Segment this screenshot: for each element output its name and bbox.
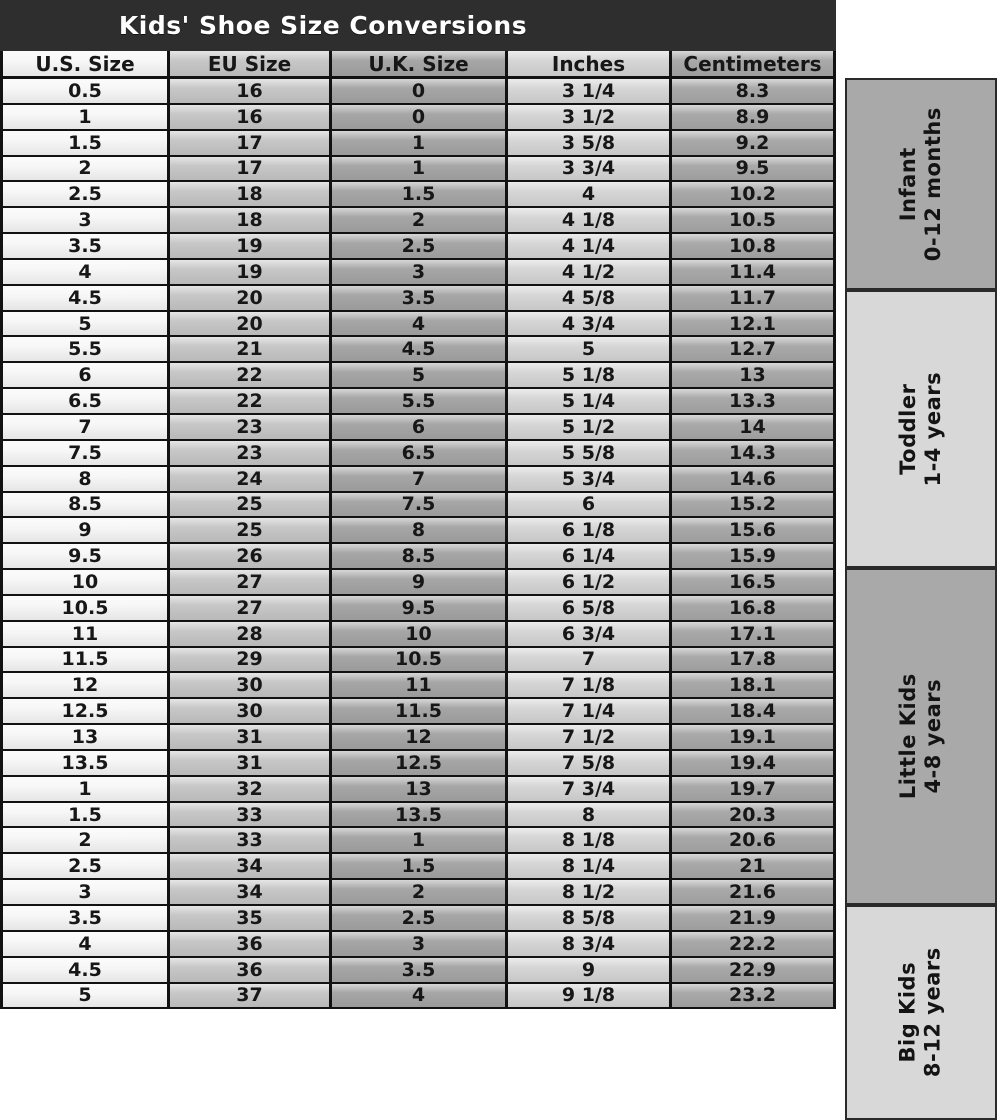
- table-row: [3, 518, 836, 544]
- table-cell: 6 5/8: [508, 596, 672, 620]
- table-cell: 20: [170, 312, 332, 336]
- table-cell: 2: [332, 208, 508, 232]
- table-row: [3, 234, 836, 260]
- table-cell: 3 1/2: [508, 105, 672, 129]
- table-cell: 21.6: [672, 880, 836, 904]
- table-cell: 4 1/8: [508, 208, 672, 232]
- table-cell: 4.5: [332, 337, 508, 361]
- table-row: [3, 751, 836, 777]
- table-cell: 11.4: [672, 260, 836, 284]
- table-cell: 7 1/2: [508, 725, 672, 749]
- table-cell: 14.6: [672, 467, 836, 491]
- table-row: [3, 673, 836, 699]
- table-row: [3, 312, 836, 338]
- table-cell: 1.5: [332, 854, 508, 878]
- table-cell: 4: [332, 984, 508, 1008]
- table-cell: 23: [170, 415, 332, 439]
- table-cell: 22: [170, 363, 332, 387]
- table-cell: 15.6: [672, 518, 836, 542]
- table-cell: 13: [332, 777, 508, 801]
- table-cell: 0: [332, 105, 508, 129]
- table-row: [3, 880, 836, 906]
- table-cell: 8: [508, 803, 672, 827]
- age-group-label: Little Kids 4-8 years: [895, 673, 945, 800]
- table-row: [3, 363, 836, 389]
- table-cell: 4 3/4: [508, 312, 672, 336]
- table-cell: 5 1/4: [508, 389, 672, 413]
- table-cell: 6: [3, 363, 170, 387]
- table-cell: 8.3: [672, 79, 836, 103]
- table-cell: 16: [170, 105, 332, 129]
- table-cell: 27: [170, 596, 332, 620]
- title-bar: [0, 0, 836, 51]
- table-cell: 12: [332, 725, 508, 749]
- age-group-label: Infant 0-12 months: [895, 106, 945, 262]
- table-cell: 1.5: [332, 182, 508, 206]
- table-cell: 10: [3, 570, 170, 594]
- table-cell: 9.5: [3, 544, 170, 568]
- table-cell: 6: [508, 493, 672, 517]
- table-row: [3, 389, 836, 415]
- table-cell: 11: [3, 622, 170, 646]
- table-cell: 29: [170, 648, 332, 672]
- table-cell: 7.5: [332, 493, 508, 517]
- table-cell: 1: [3, 777, 170, 801]
- table-cell: 30: [170, 673, 332, 697]
- table-cell: 9: [332, 570, 508, 594]
- page-title: Kids' Shoe Size Conversions: [118, 11, 528, 40]
- table-row: [3, 208, 836, 234]
- table-cell: 19.4: [672, 751, 836, 775]
- table-cell: 11: [332, 673, 508, 697]
- table-cell: 13.3: [672, 389, 836, 413]
- table-row: [3, 131, 836, 157]
- table-cell: 10.2: [672, 182, 836, 206]
- table-cell: 7: [508, 648, 672, 672]
- column-header-uk-size: U.K. Size: [332, 51, 508, 76]
- table-cell: 6 1/8: [508, 518, 672, 542]
- table-cell: 17: [170, 131, 332, 155]
- table-cell: 5: [3, 984, 170, 1008]
- table-cell: 17.1: [672, 622, 836, 646]
- table-cell: 16.8: [672, 596, 836, 620]
- table-cell: 7: [3, 415, 170, 439]
- table-cell: 9: [3, 518, 170, 542]
- table-cell: 5.5: [3, 337, 170, 361]
- table-cell: 7 1/8: [508, 673, 672, 697]
- table-cell: 9 1/8: [508, 984, 672, 1008]
- age-group-label: Big Kids 8-12 years: [895, 947, 945, 1078]
- table-cell: 10.5: [332, 648, 508, 672]
- table-row: [3, 182, 836, 208]
- table-cell: 9.5: [672, 157, 836, 181]
- table-cell: 27: [170, 570, 332, 594]
- table-cell: 3 3/4: [508, 157, 672, 181]
- table-cell: 19.1: [672, 725, 836, 749]
- table-cell: 36: [170, 958, 332, 982]
- table-row: [3, 79, 836, 105]
- table-cell: 17: [170, 157, 332, 181]
- table-cell: 36: [170, 932, 332, 956]
- table-cell: 8.9: [672, 105, 836, 129]
- table-row: [3, 157, 836, 183]
- table-cell: 16: [170, 79, 332, 103]
- table-cell: 2.5: [332, 234, 508, 258]
- table-cell: 4 1/2: [508, 260, 672, 284]
- table-cell: 5 1/8: [508, 363, 672, 387]
- table-cell: 4.5: [3, 958, 170, 982]
- table-row: [3, 493, 836, 519]
- conversion-table: [0, 51, 836, 1009]
- table-cell: 37: [170, 984, 332, 1008]
- age-group-label: Toddler 1-4 years: [895, 371, 945, 487]
- table-cell: 6: [332, 415, 508, 439]
- table-cell: 4: [3, 932, 170, 956]
- table-cell: 14: [672, 415, 836, 439]
- table-cell: 18.4: [672, 699, 836, 723]
- table-cell: 34: [170, 854, 332, 878]
- table-cell: 9.2: [672, 131, 836, 155]
- table-cell: 6.5: [332, 441, 508, 465]
- table-cell: 34: [170, 880, 332, 904]
- table-cell: 15.9: [672, 544, 836, 568]
- table-row: [3, 648, 836, 674]
- table-cell: 26: [170, 544, 332, 568]
- table-cell: 12.5: [3, 699, 170, 723]
- table-cell: 6 1/2: [508, 570, 672, 594]
- table-cell: 20: [170, 286, 332, 310]
- table-row: [3, 958, 836, 984]
- table-cell: 1: [332, 828, 508, 852]
- table-cell: 15.2: [672, 493, 836, 517]
- column-header-centimeters: Centimeters: [672, 51, 836, 76]
- table-cell: 19.7: [672, 777, 836, 801]
- table-cell: 7.5: [3, 441, 170, 465]
- table-cell: 6.5: [3, 389, 170, 413]
- table-cell: 3: [332, 260, 508, 284]
- table-cell: 8 1/2: [508, 880, 672, 904]
- table-cell: 8 3/4: [508, 932, 672, 956]
- table-cell: 16.5: [672, 570, 836, 594]
- table-cell: 4.5: [3, 286, 170, 310]
- table-row: [3, 337, 836, 363]
- table-cell: 3.5: [3, 906, 170, 930]
- table-cell: 31: [170, 751, 332, 775]
- table-cell: 5 3/4: [508, 467, 672, 491]
- table-cell: 2: [3, 828, 170, 852]
- table-cell: 9.5: [332, 596, 508, 620]
- table-cell: 8.5: [332, 544, 508, 568]
- table-row: [3, 725, 836, 751]
- table-cell: 18.1: [672, 673, 836, 697]
- table-cell: 7 1/4: [508, 699, 672, 723]
- table-cell: 19: [170, 234, 332, 258]
- table-cell: 17.8: [672, 648, 836, 672]
- table-row: [3, 777, 836, 803]
- table-row: [3, 260, 836, 286]
- table-row: [3, 596, 836, 622]
- table-cell: 5.5: [332, 389, 508, 413]
- table-cell: 18: [170, 208, 332, 232]
- table-cell: 25: [170, 518, 332, 542]
- table-cell: 1.5: [3, 803, 170, 827]
- table-cell: 5: [332, 363, 508, 387]
- table-row: [3, 441, 836, 467]
- table-cell: 9: [508, 958, 672, 982]
- table-cell: 7 5/8: [508, 751, 672, 775]
- table-cell: 2: [3, 157, 170, 181]
- table-cell: 2.5: [3, 854, 170, 878]
- table-cell: 1.5: [3, 131, 170, 155]
- table-cell: 0.5: [3, 79, 170, 103]
- table-row: [3, 854, 836, 880]
- table-cell: 3 1/4: [508, 79, 672, 103]
- table-row: [3, 803, 836, 829]
- table-cell: 22.2: [672, 932, 836, 956]
- age-group-little-kids: [845, 568, 997, 905]
- table-cell: 13.5: [3, 751, 170, 775]
- table-cell: 28: [170, 622, 332, 646]
- table-cell: 12.1: [672, 312, 836, 336]
- table-cell: 4: [332, 312, 508, 336]
- table-cell: 3.5: [3, 234, 170, 258]
- table-cell: 24: [170, 467, 332, 491]
- column-header-inches: Inches: [508, 51, 672, 76]
- table-cell: 3: [3, 880, 170, 904]
- table-cell: 10.8: [672, 234, 836, 258]
- table-cell: 7: [332, 467, 508, 491]
- table-cell: 6 1/4: [508, 544, 672, 568]
- table-cell: 23: [170, 441, 332, 465]
- table-cell: 0: [332, 79, 508, 103]
- age-group-infant: [845, 78, 997, 290]
- table-cell: 12.7: [672, 337, 836, 361]
- table-cell: 3.5: [332, 958, 508, 982]
- table-cell: 32: [170, 777, 332, 801]
- table-cell: 33: [170, 828, 332, 852]
- table-cell: 8: [332, 518, 508, 542]
- table-cell: 8 5/8: [508, 906, 672, 930]
- age-group-big-kids: [845, 905, 997, 1120]
- table-cell: 12.5: [332, 751, 508, 775]
- table-cell: 10: [332, 622, 508, 646]
- table-cell: 1: [3, 105, 170, 129]
- table-cell: 5: [3, 312, 170, 336]
- column-header-us-size: U.S. Size: [3, 51, 170, 76]
- table-cell: 6 3/4: [508, 622, 672, 646]
- table-cell: 23.2: [672, 984, 836, 1008]
- table-cell: 8: [3, 467, 170, 491]
- table-cell: 3.5: [332, 286, 508, 310]
- table-cell: 21.9: [672, 906, 836, 930]
- table-row: [3, 984, 836, 1010]
- table-cell: 2.5: [332, 906, 508, 930]
- table-cell: 14.3: [672, 441, 836, 465]
- table-cell: 12: [3, 673, 170, 697]
- table-cell: 8 1/4: [508, 854, 672, 878]
- table-cell: 35: [170, 906, 332, 930]
- table-cell: 3: [332, 932, 508, 956]
- table-cell: 3: [3, 208, 170, 232]
- table-cell: 2: [332, 880, 508, 904]
- table-row: [3, 906, 836, 932]
- table-row: [3, 622, 836, 648]
- table-cell: 11.5: [3, 648, 170, 672]
- table-cell: 30: [170, 699, 332, 723]
- table-cell: 10.5: [3, 596, 170, 620]
- table-cell: 5 1/2: [508, 415, 672, 439]
- table-cell: 3 5/8: [508, 131, 672, 155]
- age-group-toddler: [845, 290, 997, 568]
- table-cell: 7 3/4: [508, 777, 672, 801]
- table-cell: 21: [170, 337, 332, 361]
- table-header-row: [3, 51, 836, 79]
- table-cell: 4: [3, 260, 170, 284]
- table-cell: 4: [508, 182, 672, 206]
- table-cell: 1: [332, 131, 508, 155]
- table-cell: 8.5: [3, 493, 170, 517]
- table-cell: 11.7: [672, 286, 836, 310]
- table-row: [3, 699, 836, 725]
- table-cell: 19: [170, 260, 332, 284]
- table-cell: 31: [170, 725, 332, 749]
- table-cell: 18: [170, 182, 332, 206]
- table-row: [3, 105, 836, 131]
- table-cell: 13: [672, 363, 836, 387]
- table-cell: 4 5/8: [508, 286, 672, 310]
- table-cell: 5 5/8: [508, 441, 672, 465]
- table-cell: 13.5: [332, 803, 508, 827]
- table-row: [3, 570, 836, 596]
- table-cell: 22: [170, 389, 332, 413]
- table-cell: 2.5: [3, 182, 170, 206]
- table-cell: 20.3: [672, 803, 836, 827]
- table-cell: 21: [672, 854, 836, 878]
- table-cell: 1: [332, 157, 508, 181]
- table-cell: 33: [170, 803, 332, 827]
- table-cell: 10.5: [672, 208, 836, 232]
- table-row: [3, 544, 836, 570]
- table-cell: 25: [170, 493, 332, 517]
- table-row: [3, 286, 836, 312]
- column-header-eu-size: EU Size: [170, 51, 332, 76]
- table-cell: 4 1/4: [508, 234, 672, 258]
- table-cell: 11.5: [332, 699, 508, 723]
- table-cell: 13: [3, 725, 170, 749]
- table-body: [3, 79, 836, 1009]
- table-row: [3, 932, 836, 958]
- table-row: [3, 828, 836, 854]
- table-cell: 8 1/8: [508, 828, 672, 852]
- table-row: [3, 467, 836, 493]
- table-row: [3, 415, 836, 441]
- table-cell: 22.9: [672, 958, 836, 982]
- table-cell: 20.6: [672, 828, 836, 852]
- table-cell: 5: [508, 337, 672, 361]
